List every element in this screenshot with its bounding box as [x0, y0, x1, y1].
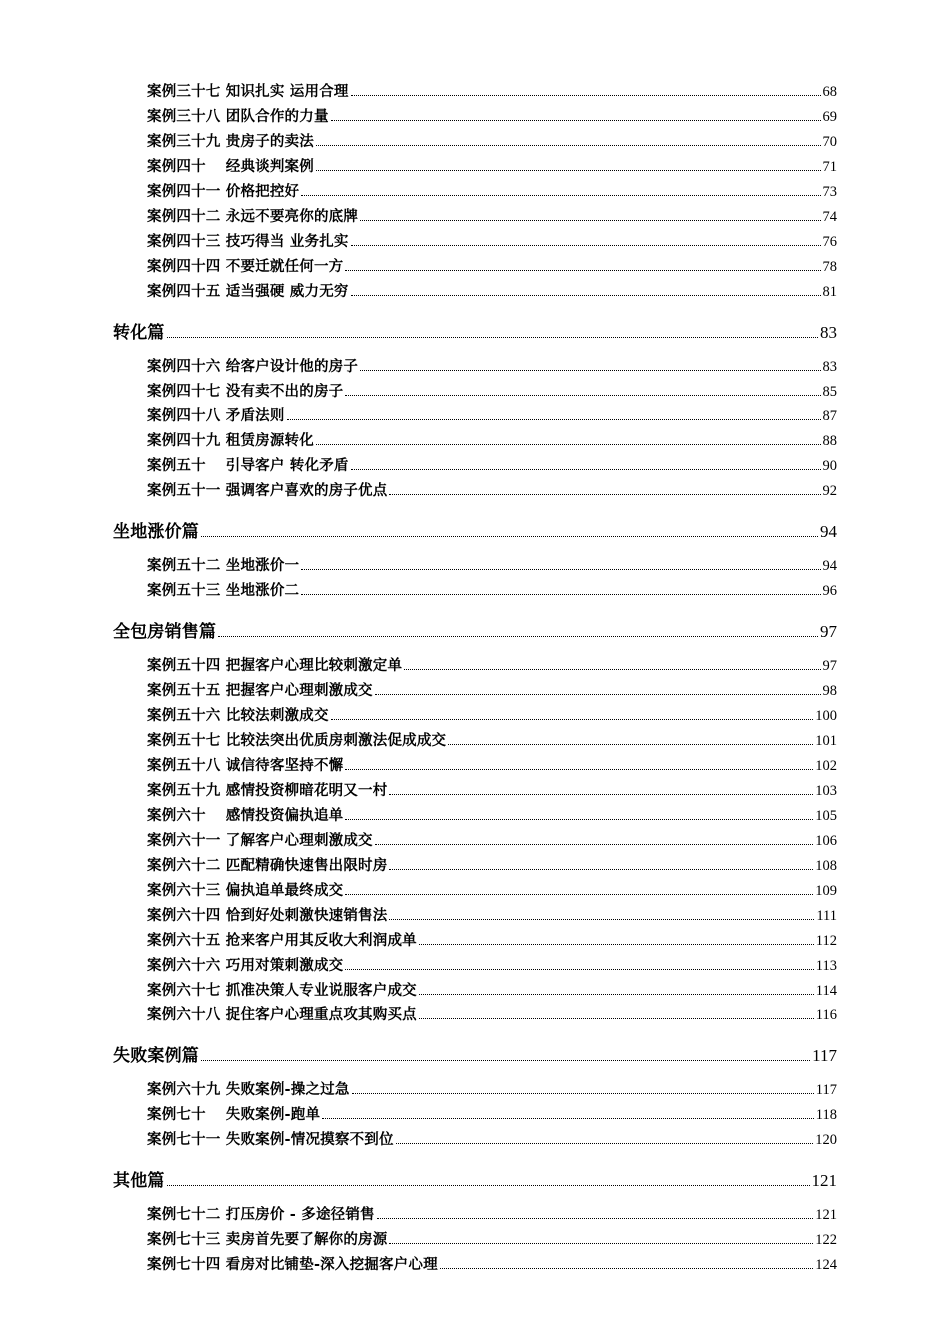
toc-entry-label: 案例六十七 抓准决策人专业说服客户成交	[147, 982, 417, 999]
toc-entry-page-number: 121	[815, 1207, 837, 1224]
toc-item-entry[interactable]	[147, 129, 837, 151]
toc-entry-label: 案例四十七 没有卖不出的房子	[147, 383, 344, 400]
toc-entry-label: 案例五十二 坐地涨价一	[147, 558, 300, 575]
toc-entry-label: 案例四十二 永远不要亮你的底牌	[147, 208, 359, 225]
dot-leader	[360, 370, 820, 371]
dot-leader	[345, 769, 813, 770]
dot-leader	[419, 944, 814, 945]
toc-entry-label: 案例四十五 适当强硬 威力无穷	[147, 283, 349, 300]
toc-entry-page-number: 76	[822, 233, 837, 250]
toc-entry-label: 案例七十二 打压房价 - 多途径销售	[147, 1207, 375, 1224]
dot-leader	[360, 220, 820, 221]
dot-leader	[345, 270, 820, 271]
toc-entry-label: 转化篇	[113, 322, 165, 343]
toc-entry-label: 案例五十九 感情投资柳暗花明又一村	[147, 782, 388, 799]
toc-entry-label: 案例三十八 团队合作的力量	[147, 108, 329, 125]
dot-leader	[396, 1143, 814, 1144]
dot-leader	[389, 1243, 813, 1244]
dot-leader	[287, 419, 821, 420]
toc-entry-page-number: 117	[812, 1046, 837, 1066]
dot-leader	[201, 536, 818, 537]
dot-leader	[389, 869, 813, 870]
toc-entry-label: 案例四十九 租赁房源转化	[147, 433, 314, 450]
toc-item-entry[interactable]	[147, 678, 837, 700]
dot-leader	[345, 969, 813, 970]
dot-leader	[375, 694, 821, 695]
toc-entry-label: 案例五十七 比较法突出优质房刺激法促成成交	[147, 733, 447, 749]
dot-leader	[345, 395, 820, 396]
dot-leader	[351, 95, 821, 96]
toc-item-entry[interactable]	[147, 1227, 837, 1249]
toc-item-entry[interactable]	[147, 428, 837, 450]
toc-section-entry[interactable]	[113, 1040, 837, 1066]
toc-entry-page-number: 102	[815, 757, 837, 774]
toc-item-entry[interactable]	[147, 229, 837, 251]
dot-leader	[448, 744, 813, 745]
toc-entry-label: 案例六十 感情投资偏执追单	[147, 807, 344, 824]
toc-entry-label: 案例六十八 捉住客户心理重点攻其购买点	[147, 1007, 417, 1024]
toc-entry-page-number: 108	[815, 857, 837, 874]
dot-leader	[218, 636, 818, 637]
toc-entry-label: 案例七十四 看房对比铺垫-深入挖掘客户心理	[147, 1257, 438, 1274]
toc-item-entry[interactable]	[147, 79, 837, 101]
toc-item-entry[interactable]	[147, 204, 837, 226]
toc-entry-label: 案例五十三 坐地涨价二	[147, 583, 300, 600]
toc-entry-page-number: 83	[822, 358, 837, 375]
toc-section-entry[interactable]	[113, 317, 837, 343]
toc-entry-label: 案例六十五 抢来客户用其反收大利润成单	[147, 932, 417, 949]
toc-entry-page-number: 109	[815, 882, 837, 899]
toc-entry-page-number: 105	[815, 807, 837, 824]
toc-entry-page-number: 97	[822, 658, 837, 675]
toc-entry-label: 失败案例篇	[113, 1046, 199, 1067]
dot-leader	[352, 1093, 814, 1094]
toc-entry-label: 案例六十九 失败案例-操之过急	[147, 1082, 350, 1099]
toc-entry-label: 案例四十四 不要迁就任何一方	[147, 258, 344, 275]
dot-leader	[316, 444, 821, 445]
toc-item-entry[interactable]	[147, 1127, 837, 1149]
dot-leader	[419, 994, 814, 995]
dot-leader	[301, 569, 820, 570]
toc-entry-page-number: 112	[815, 932, 837, 949]
dot-leader	[419, 1018, 814, 1019]
toc-item-entry[interactable]	[147, 379, 837, 401]
dot-leader	[404, 669, 820, 670]
toc-entry-page-number: 121	[811, 1171, 837, 1191]
toc-item-entry[interactable]	[147, 453, 837, 475]
dot-leader	[331, 120, 821, 121]
toc-entry-page-number: 116	[815, 1007, 837, 1024]
toc-item-entry[interactable]	[147, 978, 837, 1000]
dot-leader	[167, 337, 818, 338]
toc-entry-label: 全包房销售篇	[113, 622, 217, 643]
toc-entry-label: 案例六十四 恰到好处刺激快速销售法	[147, 907, 388, 924]
toc-item-entry[interactable]	[147, 403, 837, 425]
toc-item-entry[interactable]	[147, 828, 837, 850]
toc-entry-label: 案例四十六 给客户设计他的房子	[147, 358, 359, 375]
toc-item-entry[interactable]	[147, 778, 837, 800]
toc-entry-page-number: 70	[822, 133, 837, 150]
toc-entry-page-number: 68	[822, 84, 837, 100]
toc-item-entry[interactable]	[147, 803, 837, 825]
toc-entry-label: 案例五十六 比较法刺激成交	[147, 708, 329, 725]
toc-item-entry[interactable]	[147, 1202, 837, 1224]
toc-entry-page-number: 124	[815, 1257, 837, 1274]
toc-item-entry[interactable]	[147, 903, 837, 925]
toc-entry-label: 案例七十 失败案例-跑单	[147, 1107, 321, 1124]
toc-entry-label: 其他篇	[113, 1171, 165, 1192]
toc-section-entry[interactable]	[113, 516, 837, 542]
toc-entry-page-number: 96	[822, 583, 837, 600]
dot-leader	[322, 1118, 814, 1119]
toc-item-entry[interactable]	[147, 553, 837, 575]
toc-item-entry[interactable]	[147, 478, 837, 500]
toc-item-entry[interactable]	[147, 953, 837, 975]
toc-entry-page-number: 73	[822, 183, 837, 200]
toc-item-entry[interactable]	[147, 578, 837, 600]
toc-entry-label: 案例七十一 失败案例-情况摸察不到位	[147, 1132, 394, 1149]
dot-leader	[345, 894, 813, 895]
dot-leader	[316, 145, 821, 146]
dot-leader	[301, 594, 820, 595]
toc-entry-label: 案例六十六 巧用对策刺激成交	[147, 957, 344, 974]
toc-entry-label: 案例五十四 把握客户心理比较刺激定单	[147, 658, 403, 675]
dot-leader	[331, 719, 814, 720]
toc-entry-label: 案例四十一 价格把控好	[147, 183, 300, 200]
toc-entry-page-number: 111	[816, 907, 837, 924]
toc-item-entry[interactable]	[147, 753, 837, 775]
toc-entry-page-number: 94	[822, 558, 837, 575]
toc-entry-page-number: 113	[815, 957, 837, 974]
toc-item-entry[interactable]	[147, 1002, 837, 1024]
toc-entry-page-number: 78	[822, 258, 837, 275]
toc-section-entry[interactable]	[113, 616, 837, 642]
toc-entry-page-number: 118	[815, 1107, 837, 1124]
toc-entry-label: 案例四十三 技巧得当 业务扎实	[147, 233, 349, 250]
toc-entry-page-number: 122	[815, 1232, 837, 1249]
dot-leader	[345, 819, 813, 820]
dot-leader	[301, 195, 820, 196]
toc-entry-label: 案例六十一 了解客户心理刺激成交	[147, 832, 373, 849]
toc-entry-label: 案例三十九 贵房子的卖法	[147, 133, 314, 150]
toc-entry-page-number: 106	[815, 832, 837, 849]
toc-item-entry[interactable]	[147, 1102, 837, 1124]
toc-entry-page-number: 83	[820, 322, 837, 342]
toc-entry-page-number: 97	[820, 622, 837, 642]
toc-entry-label: 坐地涨价篇	[113, 522, 199, 543]
toc-entry-label: 案例五十一 强调客户喜欢的房子优点	[147, 483, 388, 500]
toc-item-entry[interactable]	[147, 154, 837, 176]
toc-entry-label: 案例四十 经典谈判案例	[147, 158, 314, 175]
toc-entry-page-number: 69	[822, 108, 837, 125]
toc-entry-page-number: 90	[822, 458, 837, 475]
toc-entry-label: 案例六十三 偏执追单最终成交	[147, 882, 344, 899]
toc-item-entry[interactable]	[147, 354, 837, 376]
toc-entry-label: 案例五十五 把握客户心理刺激成交	[147, 683, 373, 700]
toc-item-entry[interactable]	[147, 703, 837, 725]
toc-item-entry[interactable]	[147, 179, 837, 201]
dot-leader	[316, 170, 821, 171]
toc-item-entry[interactable]	[147, 1077, 837, 1099]
toc-entry-page-number: 117	[815, 1082, 837, 1099]
toc-entry-page-number: 103	[815, 782, 837, 799]
toc-entry-page-number: 114	[815, 982, 837, 999]
toc-item-entry[interactable]	[147, 653, 837, 675]
toc-entry-label: 案例四十八 矛盾法则	[147, 408, 285, 425]
dot-leader	[377, 1218, 813, 1219]
dot-leader	[351, 295, 821, 296]
dot-leader	[351, 469, 821, 470]
toc-entry-page-number: 100	[815, 708, 837, 725]
toc-item-entry[interactable]	[147, 254, 837, 276]
toc-entry-page-number: 120	[815, 1132, 837, 1149]
dot-leader	[201, 1060, 810, 1061]
toc-entry-label: 案例七十三 卖房首先要了解你的房源	[147, 1232, 388, 1249]
toc-item-entry[interactable]	[147, 878, 837, 900]
dot-leader	[167, 1185, 810, 1186]
toc-entry-label: 案例五十八 诚信待客坚持不懈	[147, 757, 344, 774]
toc-item-entry[interactable]	[147, 279, 837, 301]
toc-entry-page-number: 92	[822, 483, 837, 500]
toc-entry-label: 案例五十 引导客户 转化矛盾	[147, 458, 349, 475]
toc-section-entry[interactable]	[113, 1165, 837, 1191]
toc-entry-page-number: 81	[822, 283, 837, 300]
toc-item-entry[interactable]	[147, 928, 837, 950]
toc-entry-label: 案例六十二 匹配精确快速售出限时房	[147, 857, 388, 874]
toc-entry-page-number: 101	[815, 733, 837, 749]
toc-item-entry[interactable]	[147, 853, 837, 875]
dot-leader	[389, 794, 813, 795]
toc-item-entry[interactable]	[147, 104, 837, 126]
toc-entry-page-number: 71	[822, 158, 837, 175]
toc-entry-page-number: 94	[820, 522, 837, 542]
toc-item-entry[interactable]	[147, 728, 837, 750]
dot-leader	[389, 494, 820, 495]
dot-leader	[351, 245, 821, 246]
dot-leader	[440, 1268, 813, 1269]
toc-entry-page-number: 88	[822, 433, 837, 450]
toc-entry-page-number: 85	[822, 383, 837, 400]
dot-leader	[375, 844, 814, 845]
toc-entry-label: 案例三十七 知识扎实 运用合理	[147, 84, 349, 100]
dot-leader	[389, 919, 814, 920]
toc-entry-page-number: 87	[822, 408, 837, 425]
toc-entry-page-number: 98	[822, 683, 837, 700]
toc-entry-page-number: 74	[822, 208, 837, 225]
toc-item-entry[interactable]	[147, 1252, 837, 1274]
